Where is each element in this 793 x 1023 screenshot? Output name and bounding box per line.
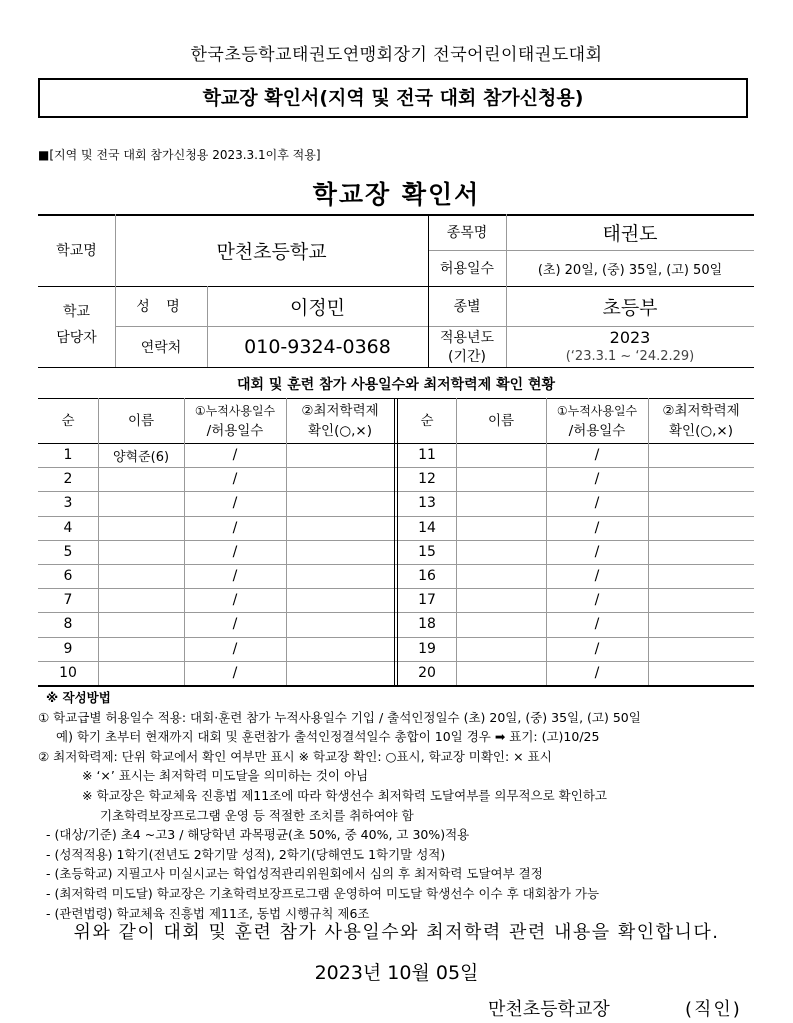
row-no: 18 (418, 616, 436, 633)
guide-line-9: - (초등학교) 지필고사 미실시교는 학업성적관리위원회에서 심의 후 최저학력 도달여부 결정 (46, 866, 543, 882)
school-label: 학교명 (56, 243, 97, 259)
col-check-right-line1: ②최저학력제 (662, 402, 740, 419)
row-name (456, 467, 546, 491)
row-check (648, 637, 754, 661)
guide-line-10: - (최저학력 미도달) 학교장은 기초학력보장프로그램 운영하여 미도달 학생선수 이수 후 대회참가 가능 (46, 885, 600, 901)
row-days: / (594, 592, 600, 609)
row-check (648, 564, 754, 588)
row-name: 양혁준(6) (112, 449, 170, 465)
row-name (98, 637, 184, 661)
writing-guide (38, 688, 758, 923)
sport-value: 태권도 (602, 222, 658, 245)
applies-note: ■[지역 및 전국 대회 참가신청용 2023.3.1이후 적용] (38, 148, 321, 162)
row-no: 20 (418, 664, 436, 681)
year-label-line2: (기간) (448, 349, 486, 365)
col-days-left-line1: ①누적사용일수 (194, 403, 276, 418)
guide-line-11: - (관련법령) 학교체육 진흥법 제11조, 동법 시행규칙 제6조 (46, 905, 370, 921)
row-days: / (594, 447, 600, 464)
col-days-right-line2: /허용일수 (568, 422, 626, 439)
row-name (456, 491, 546, 515)
row-check (648, 661, 754, 685)
col-no-left: 순 (61, 412, 75, 429)
row-check (286, 491, 394, 515)
year-label-line1: 적용년도 (439, 330, 495, 346)
guide-line-8: - (성적적용) 1학기(전년도 2학기말 성적), 2학기(당해연도 1학기말 성적) (46, 846, 446, 862)
row-name (98, 661, 184, 685)
guide-line-6: 기초학력보장프로그램 운영 등 적절한 조치를 취하여야 함 (100, 807, 414, 823)
col-name-left: 이름 (127, 412, 155, 429)
col-check-left-line2: 확인(○,×) (308, 422, 372, 439)
contact-value: 010-9324-0368 (244, 335, 391, 358)
row-days: / (232, 471, 238, 488)
row-no: 5 (63, 543, 73, 560)
official-seal-label: (직인) (685, 999, 742, 1020)
guide-line-1: ① 학교급별 허용일수 적용: 대회·훈련 참가 누적사용일수 기입 / 출석인정일수 (초) 20일, (중) 35일, (고) 50일 (38, 709, 641, 725)
col-name-right: 이름 (487, 412, 515, 429)
principal-signature: 만천초등학교장 (488, 999, 610, 1020)
row-name (456, 564, 546, 588)
row-check (286, 661, 394, 685)
row-name (456, 443, 546, 467)
school-name: 만천초등학교 (216, 240, 327, 263)
row-check (648, 491, 754, 515)
row-days: / (594, 640, 600, 657)
organization-name: 한국초등학교태권도연맹회장기 전국어린이태권도대회 (190, 45, 603, 65)
col-check-left (286, 398, 394, 443)
row-no: 12 (418, 471, 436, 488)
status-section-title: 대회 및 훈련 참가 사용일수와 최저학력제 확인 현황 (236, 377, 556, 393)
row-days: / (594, 471, 600, 488)
row-name (98, 564, 184, 588)
name-label: 성 명 (136, 299, 186, 315)
year-period: (‘23.3.1 ~ ‘24.2.29) (565, 348, 695, 364)
row-name (98, 540, 184, 564)
row-no: 11 (418, 447, 436, 464)
row-days: / (232, 640, 238, 657)
row-check (286, 637, 394, 661)
guide-line-5: ※ 학교장은 학교체육 진흥법 제11조에 따라 학생선수 최저학력 도달여부를 의무적으로 확인하고 (82, 787, 607, 803)
name-value: 이정민 (289, 296, 346, 319)
row-name (456, 540, 546, 564)
row-no: 1 (63, 447, 73, 464)
row-days: / (232, 664, 238, 681)
col-no-right: 순 (420, 412, 434, 429)
row-days: / (232, 592, 238, 609)
row-no: 2 (63, 471, 73, 488)
row-no: 7 (63, 592, 73, 609)
form-title: 학교장 확인서(지역 및 전국 대회 참가신청용) (38, 78, 748, 118)
row-check (286, 540, 394, 564)
col-check-right (648, 398, 754, 443)
row-days: / (232, 519, 238, 536)
guide-line-3: ② 최저학력제: 단위 학교에서 확인 여부만 표시 ※ 학교장 확인: ○표시, 학교장 미확인: × 표시 (38, 748, 552, 764)
row-check (286, 516, 394, 540)
row-no: 9 (63, 640, 73, 657)
staff-label-line2: 담당자 (56, 330, 97, 346)
col-check-left-line1: ②최저학력제 (301, 402, 379, 419)
row-check (648, 612, 754, 636)
row-days: / (232, 447, 238, 464)
row-name (98, 491, 184, 515)
col-check-right-line2: 확인(○,×) (669, 422, 733, 439)
confirm-date: 2023년 10월 05일 (314, 962, 479, 984)
contact-label: 연락처 (140, 339, 182, 356)
row-days: / (594, 616, 600, 633)
row-name (456, 516, 546, 540)
row-no: 14 (418, 519, 436, 536)
row-check (286, 612, 394, 636)
row-days: / (232, 543, 238, 560)
row-name (98, 612, 184, 636)
row-name (98, 467, 184, 491)
row-no: 8 (63, 616, 73, 633)
row-days: / (594, 568, 600, 585)
division-label: 종별 (453, 299, 481, 315)
row-no: 13 (418, 495, 436, 512)
row-days: / (594, 543, 600, 560)
row-check (286, 564, 394, 588)
col-days-right-line1: ①누적사용일수 (556, 403, 638, 418)
row-no: 6 (63, 568, 73, 585)
row-days: / (594, 519, 600, 536)
row-no: 15 (418, 543, 436, 560)
row-no: 10 (59, 664, 77, 681)
row-days: / (232, 568, 238, 585)
row-name (456, 612, 546, 636)
guide-line-2: 예) 학기 초부터 현재까지 대회 및 훈련참가 출석인정결석일수 총합이 10일 경우 ➡ 표기: (고)10/25 (56, 729, 600, 745)
row-days: / (232, 616, 238, 633)
row-no: 16 (418, 568, 436, 585)
guide-line-4: ※ ‘×’ 표시는 최저학력 미도달을 의미하는 것이 아님 (82, 768, 369, 784)
guide-line-7: - (대상/기준) 초4 ~고3 / 해당학년 과목평균(초 50%, 중 40%, 고 30%)적용 (46, 827, 470, 843)
row-no: 19 (418, 640, 436, 657)
row-no: 3 (63, 495, 73, 512)
row-no: 4 (63, 519, 73, 536)
allowed-days-label: 허용일수 (439, 261, 495, 277)
col-days-right (546, 398, 648, 443)
row-check (286, 443, 394, 467)
row-check (648, 588, 754, 612)
row-days: / (594, 664, 600, 681)
guide-heading: ※ 작성방법 (46, 690, 111, 705)
year-value: 2023 (609, 327, 651, 347)
row-no: 17 (418, 592, 436, 609)
row-check (286, 588, 394, 612)
row-check (286, 467, 394, 491)
main-title: 학교장 확인서 (312, 180, 481, 209)
row-name (98, 516, 184, 540)
row-name (98, 588, 184, 612)
confirm-statement: 위와 같이 대회 및 훈련 참가 사용일수와 최저학력 관련 내용을 확인합니다. (73, 922, 720, 943)
staff-label-line1: 학교 (62, 304, 91, 320)
row-check (648, 443, 754, 467)
col-days-left-line2: /허용일수 (206, 422, 264, 439)
allowed-days-value: (초) 20일, (중) 35일, (고) 50일 (537, 262, 723, 278)
row-check (648, 516, 754, 540)
row-name (456, 661, 546, 685)
row-check (648, 467, 754, 491)
sport-label: 종목명 (446, 225, 488, 241)
row-days: / (594, 495, 600, 512)
division-value: 초등부 (602, 296, 658, 319)
row-name (456, 637, 546, 661)
row-check (648, 540, 754, 564)
col-days-left (184, 398, 286, 443)
row-name (456, 588, 546, 612)
row-days: / (232, 495, 238, 512)
